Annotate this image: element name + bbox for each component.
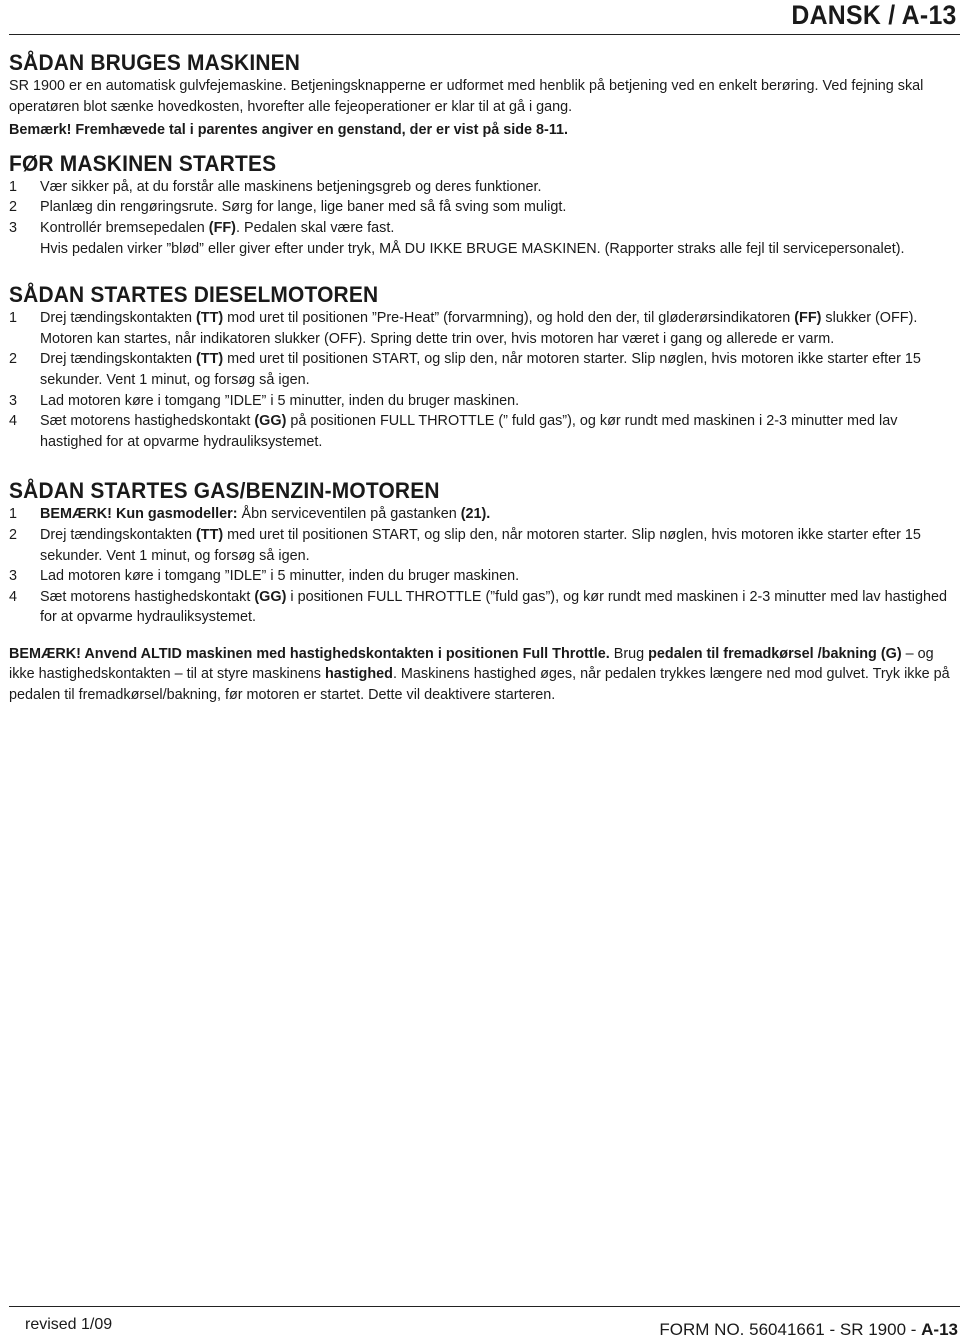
header-rule: [9, 34, 960, 35]
list-item: 3 Lad motoren køre i tomgang ”IDLE” i 5 minutter, inden du bruger maskinen.: [9, 568, 520, 585]
page-header-title: DANSK / A-13: [791, 0, 957, 30]
list-item: 4 Sæt motorens hastighedskontakt (GG) på positionen FULL THROTTLE (” fuld gas”), og kør rundt med maskinen i 2-3 minutter med lav hastighed for at opvarme hydrauliksystemet.: [9, 413, 898, 450]
note-paragraph: Bemærk! Fremhævede tal i parentes angiver en genstand, der er vist på side 8-11.: [9, 122, 569, 139]
warning-paragraph: BEMÆRK! Anvend ALTID maskinen med hastighedskontakten i positionen Full Throttle. Brug pedalen til fremadkørsel /bakning (G) – og ikke hastighedskontakten – til at styre maskinens hastighed. Maskinens hastighed øges, når pedalen trykkes længere ned mod gulvet. Tryk ikke på pedalen til fremadkørsel/bakning, før motoren er startet. Dette vil deaktivere starteren.: [9, 645, 950, 704]
section-heading-usage: SÅDAN BRUGES MASKINEN: [9, 50, 301, 75]
list-item: 3 Kontrollér bremsepedalen (FF). Pedalen skal være fast.: [9, 219, 395, 236]
intro-paragraph: SR 1900 er en automatisk gulvfejemaskine. Betjeningsknapperne er udformet med henblik på betjening ved en enkelt berøring. Ved fejning skal operatøren blot sænke hovedkosten, hvorefter alle fejeoperationer er klar til at gå i gang.: [9, 78, 924, 115]
list-item: 2 Drej tændingskontakten (TT) med uret til positionen START, og slip den, når motoren starter. Slip nøglen, hvis motoren ikke starter efter 15 sekunder. Vent 1 minut, og forsøg så igen.: [9, 526, 921, 564]
list-item: 2 Planlæg din rengøringsrute. Sørg for lange, lige baner med så få sving som muligt.: [9, 199, 567, 216]
list-item: 2 Drej tændingskontakten (TT) med uret til positionen START, og slip den, når motoren starter. Slip nøglen, hvis motoren ikke starter efter 15 sekunder. Vent 1 minut, og forsøg så igen.: [9, 351, 921, 388]
list-item: 1 Vær sikker på, at du forstår alle maskinens betjeningsgreb og deres funktioner.: [9, 178, 542, 195]
list-item-continuation: Hvis pedalen virker ”blød” eller giver efter under tryk, MÅ DU IKKE BRUGE MASKINEN. (Rapporter straks alle fejl til servicepersonalet).: [40, 240, 905, 257]
section-heading-gas: SÅDAN STARTES GAS/BENZIN-MOTOREN: [9, 478, 440, 504]
list-item: 3 Lad motoren køre i tomgang ”IDLE” i 5 minutter, inden du bruger maskinen.: [9, 392, 520, 409]
section-heading-diesel: SÅDAN STARTES DIESELMOTOREN: [9, 282, 379, 308]
revision-note: revised 1/09: [25, 1316, 113, 1333]
footer-rule: [9, 1306, 960, 1307]
list-item: 1 BEMÆRK! Kun gasmodeller: Åbn serviceventilen på gastanken (21).: [9, 506, 491, 523]
list-item: 1 Drej tændingskontakten (TT) mod uret til positionen ”Pre-Heat” (forvarmning), og hold den der, til gløderørsindikatoren (FF) slukker (OFF). Motoren kan startes, når indikatoren slukker (OFF). Spring dette trin over, hvis motoren har været i gang og allerede er varm.: [9, 310, 918, 347]
section-heading-before-start: FØR MASKINEN STARTES: [9, 150, 277, 176]
form-number: FORM NO. 56041661 - SR 1900 - A-13: [659, 1320, 958, 1339]
list-item: 4 Sæt motorens hastighedskontakt (GG) i positionen FULL THROTTLE (”fuld gas”), og kør rundt med maskinen i 2-3 minutter med lav hastighed for at opvarme hydrauliksystemet.: [9, 588, 948, 626]
main-content: [9, 50, 954, 706]
